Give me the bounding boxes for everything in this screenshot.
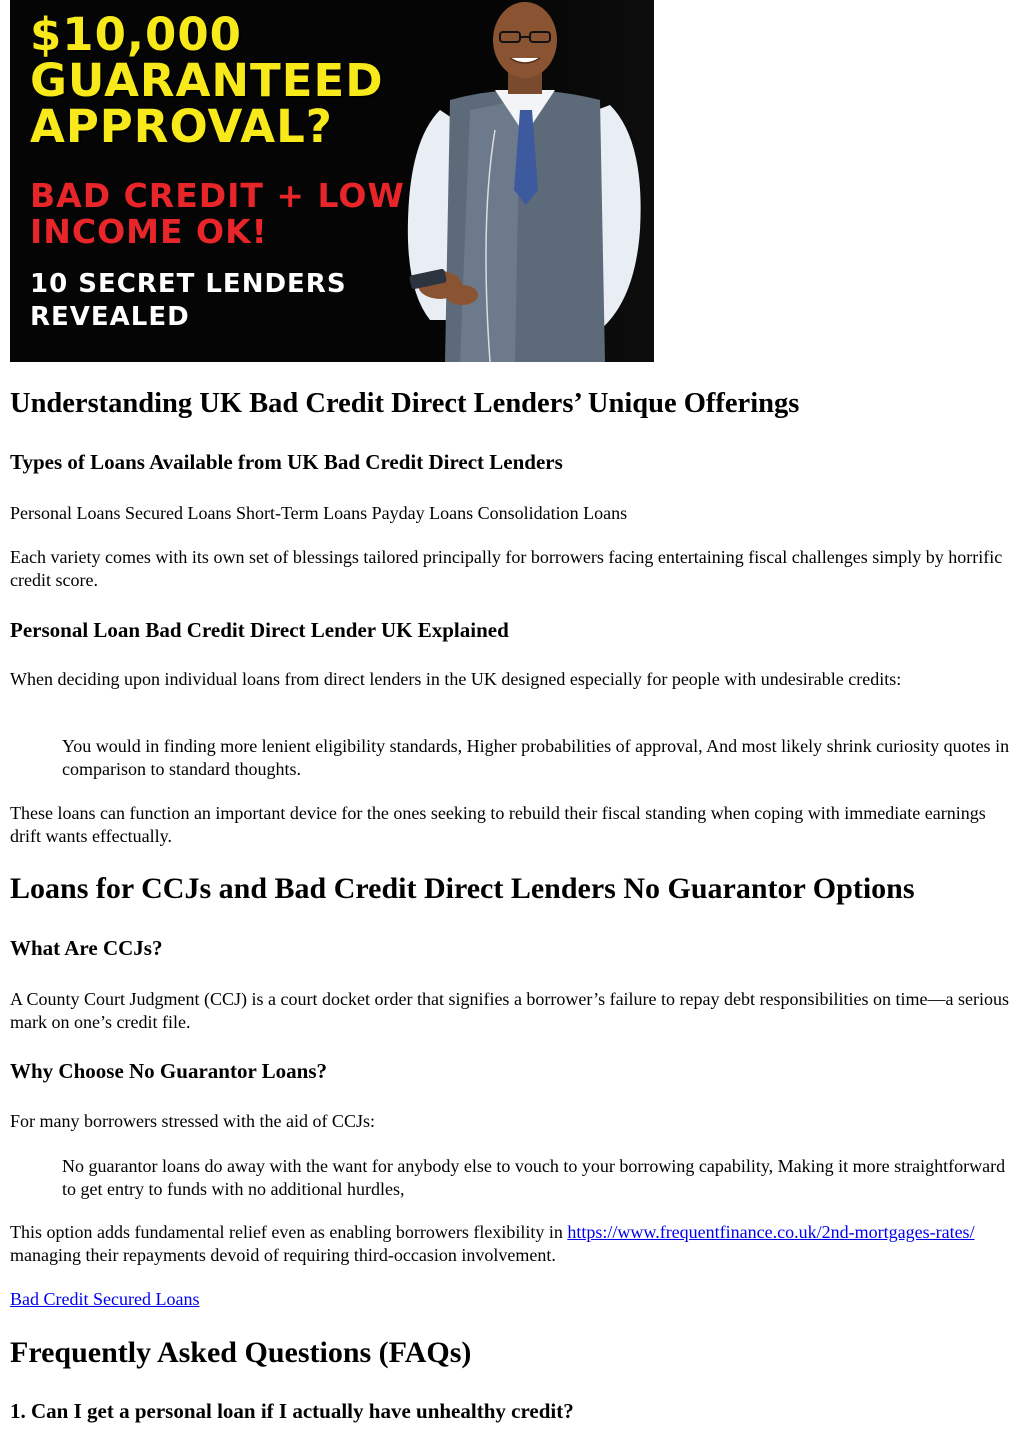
subheading-what-are-ccjs: What Are CCJs? bbox=[10, 936, 163, 960]
faq-question-1: 1. Can I get a personal loan if I actually have unhealthy credit? bbox=[10, 1399, 574, 1423]
quote-eligibility: You would in finding more lenient eligibility standards, Higher probabilities of approval, And most likely shrink curiosity quotes in comparison to standard thoughts. bbox=[62, 736, 1010, 779]
article-page bbox=[10, 0, 1014, 1423]
paragraph-relief bbox=[10, 1221, 1010, 1267]
presenter-photo bbox=[400, 0, 650, 362]
hero-headline bbox=[30, 8, 384, 153]
hero-subheadline bbox=[30, 178, 405, 250]
paragraph-rebuild: These loans can function an important device for the ones seeking to rebuild their fiscal standing when coping with immediate earnings drift wants effectually. bbox=[10, 803, 986, 846]
relief-text-before: This option adds fundamental relief even as enabling borrowers flexibility in bbox=[10, 1222, 568, 1242]
hero-line-lenders: 10 SECRET LENDERS bbox=[30, 269, 347, 299]
subheading-personal-loan: Personal Loan Bad Credit Direct Lender UK Explained bbox=[10, 618, 509, 642]
quote-no-guarantor: No guarantor loans do away with the want for anybody else to vouch to your borrowing capability, Making it more straightforward to get entry to funds with no additional hurdles, bbox=[62, 1156, 1006, 1199]
hero-line-guaranteed: GUARANTEED bbox=[30, 54, 384, 107]
paragraph-variety: Each variety comes with its own set of blessings tailored principally for borrowers facing entertaining fiscal challenges simply by horrific credit score. bbox=[10, 547, 1003, 590]
section-heading-understanding: Understanding UK Bad Credit Direct Lenders’ Unique Offerings bbox=[10, 388, 800, 419]
paragraph-borrowers-ccjs: For many borrowers stressed with the aid of CCJs: bbox=[10, 1111, 375, 1131]
section-heading-ccjs: Loans for CCJs and Bad Credit Direct Lenders No Guarantor Options bbox=[10, 872, 915, 905]
paragraph-deciding: When deciding upon individual loans from direct lenders in the UK designed especially for people with undesirable credits: bbox=[10, 669, 902, 689]
hero-tagline bbox=[30, 268, 347, 334]
hero-line-income: INCOME OK! bbox=[30, 212, 268, 251]
subheading-loan-types: Types of Loans Available from UK Bad Credit Direct Lenders bbox=[10, 450, 563, 474]
bad-credit-secured-loans-link[interactable]: Bad Credit Secured Loans bbox=[10, 1289, 200, 1309]
relief-text-after: managing their repayments devoid of requiring third-occasion involvement. bbox=[10, 1245, 556, 1265]
hero-line-approval: APPROVAL? bbox=[30, 100, 333, 153]
hero-line-revealed: REVEALED bbox=[30, 302, 190, 332]
loan-types-list: Personal Loans Secured Loans Short-Term Loans Payday Loans Consolidation Loans bbox=[10, 503, 628, 523]
frequent-finance-link[interactable]: https://www.frequentfinance.co.uk/2nd-mortgages-rates/ bbox=[567, 1222, 975, 1242]
paragraph-ccj-definition: A County Court Judgment (CCJ) is a court docket order that signifies a borrower’s failure to repay debt responsibilities on time—a serious mark on one’s credit file. bbox=[10, 989, 1009, 1032]
subheading-no-guarantor: Why Choose No Guarantor Loans? bbox=[10, 1059, 327, 1083]
section-heading-faqs: Frequently Asked Questions (FAQs) bbox=[10, 1336, 472, 1369]
hero-image bbox=[10, 0, 654, 362]
hero-line-bad-credit: BAD CREDIT + LOW bbox=[30, 176, 405, 215]
paragraph-secured-link bbox=[10, 1288, 1010, 1311]
hero-line-amount: $10,000 bbox=[30, 8, 242, 61]
